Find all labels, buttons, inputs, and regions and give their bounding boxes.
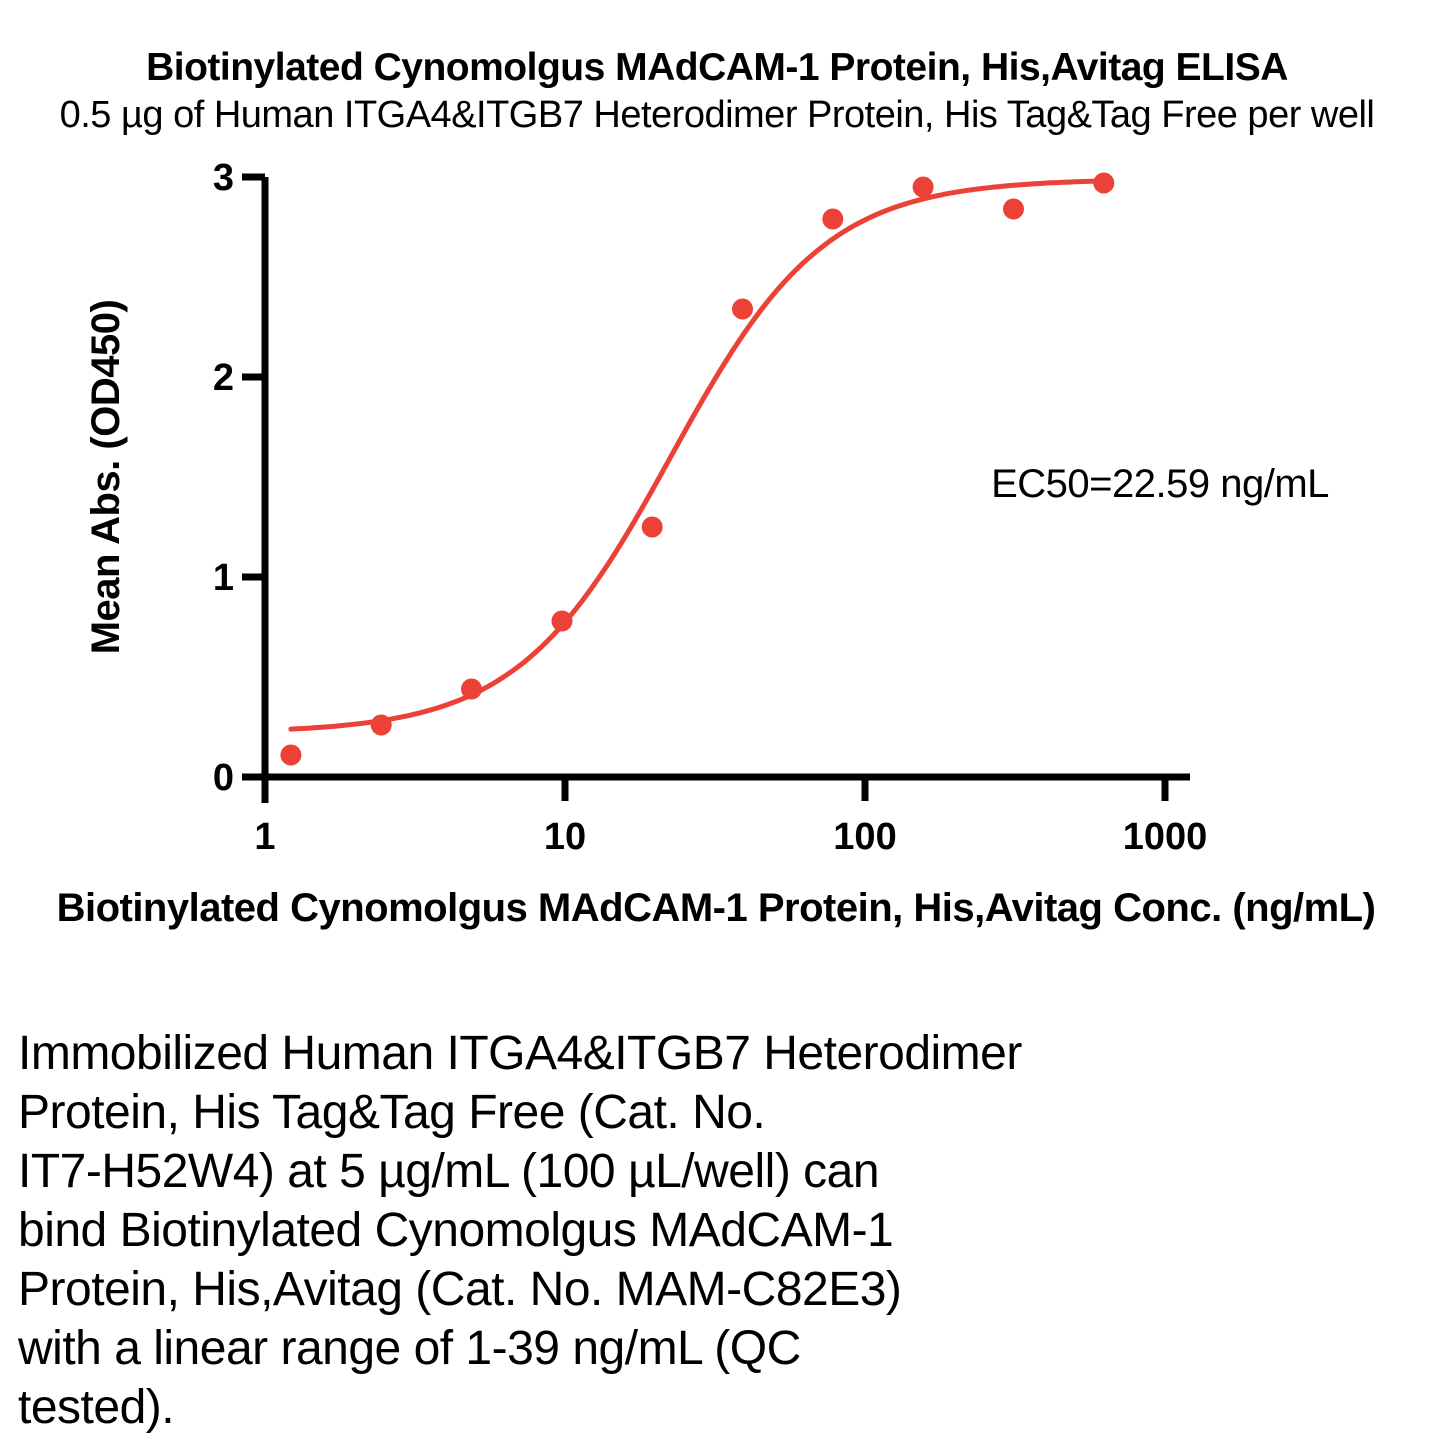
data-point (371, 715, 392, 736)
chart-title: Biotinylated Cynomolgus MAdCAM-1 Protein, His,Avitag ELISA (146, 46, 1288, 89)
caption-line: Immobilized Human ITGA4&ITGB7 Heterodimer (18, 1027, 1022, 1080)
data-point (822, 209, 843, 230)
x-tick-label: 100 (833, 816, 897, 858)
data-point (552, 611, 573, 632)
data-point (732, 299, 753, 320)
x-tick-label: 1000 (1122, 816, 1208, 858)
caption-line: bind Biotinylated Cynomolgus MAdCAM-1 (18, 1204, 894, 1257)
data-point (642, 517, 663, 538)
chart-subtitle: 0.5 µg of Human ITGA4&ITGB7 Heterodimer Protein, His Tag&Tag Free per well (59, 94, 1375, 136)
caption-line: IT7-H52W4) at 5 µg/mL (100 µL/well) can (18, 1145, 880, 1198)
figure-caption (18, 1024, 1418, 1437)
y-axis-label: Mean Abs. (OD450) (84, 299, 128, 655)
data-point (280, 745, 301, 766)
y-tick-label: 0 (212, 757, 234, 799)
caption-line: Protein, His,Avitag (Cat. No. MAM-C82E3) (18, 1263, 902, 1316)
data-point (461, 679, 482, 700)
y-tick-label: 3 (212, 157, 234, 199)
y-tick-label: 1 (212, 557, 234, 599)
data-point (1003, 199, 1024, 220)
caption-line: tested). (18, 1381, 175, 1434)
caption-line: with a linear range of 1-39 ng/mL (QC (18, 1322, 801, 1375)
x-tick-label: 1 (254, 816, 276, 858)
y-tick-label: 2 (212, 357, 234, 399)
data-point (913, 177, 934, 198)
x-axis-label: Biotinylated Cynomolgus MAdCAM-1 Protein, His,Avitag Conc. (ng/mL) (56, 886, 1376, 930)
fit-curve (291, 181, 1104, 729)
data-point (1093, 173, 1114, 194)
caption-line: Protein, His Tag&Tag Free (Cat. No. (18, 1086, 766, 1139)
ec50-annotation: EC50=22.59 ng/mL (991, 462, 1329, 506)
x-tick-label: 10 (543, 816, 587, 858)
